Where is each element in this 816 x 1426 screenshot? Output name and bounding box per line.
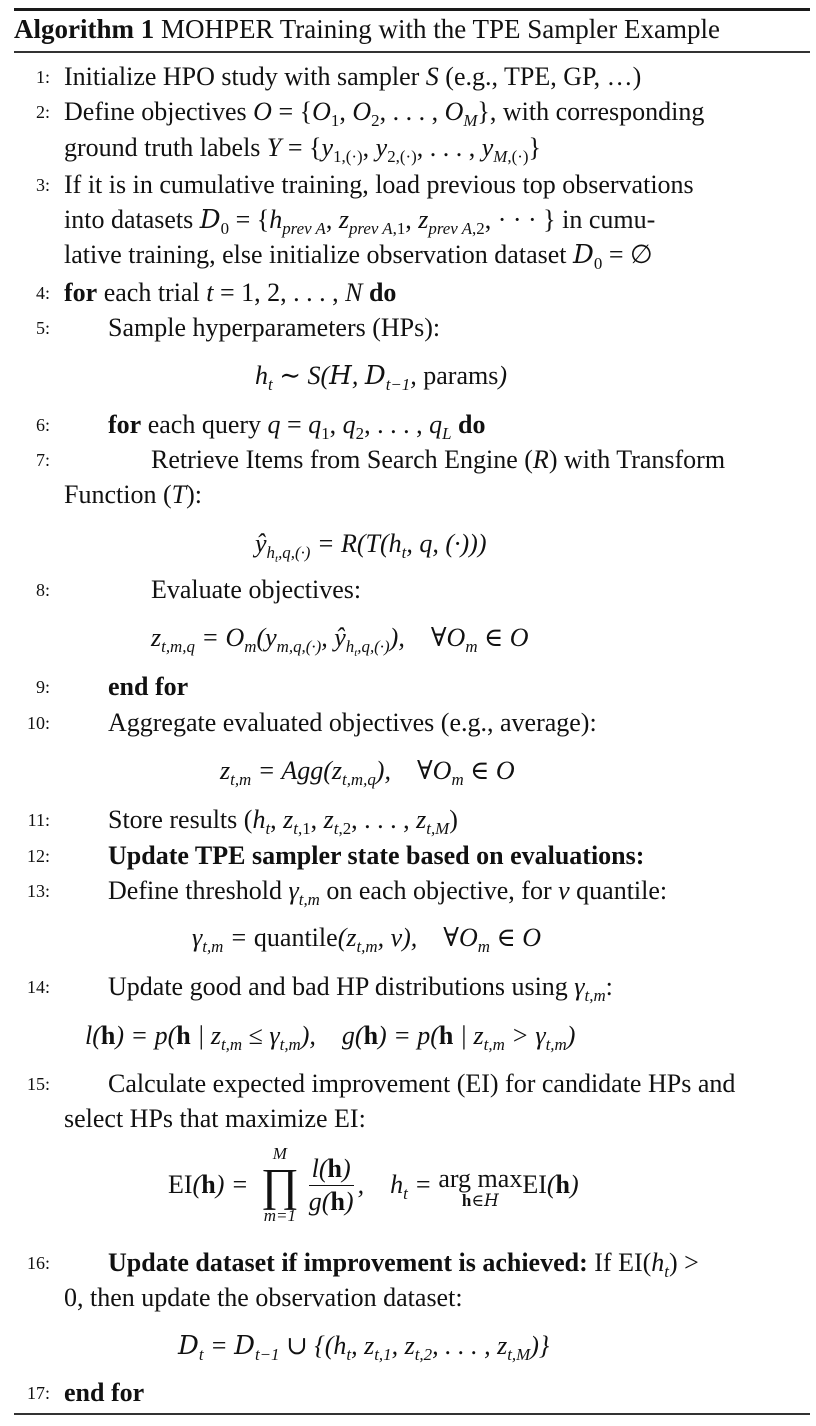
equation-sample-hp: $h_t$ ∼ S(H, $D_{t-1}$, params)	[255, 361, 508, 394]
algo-line-16: Update dataset if improvement is achieved: If $EI(h_t)$ >	[108, 1248, 699, 1281]
equation-expected-improvement: EI(h) = M ∏ m=1 $\frac{l(h)}{g(h)}$ , $h_t$ = arg max h∈H EI(h)	[168, 1144, 579, 1225]
caption-rule	[14, 51, 810, 53]
algo-line-3-cont: into datasets $D_0 = \{h_{prev A}$, $z_{prev A,1}$, $z_{prev A,2}$, · · · } in cumu-	[64, 205, 656, 238]
line-number: 4:	[35, 283, 50, 303]
line-number: 11:	[27, 810, 50, 830]
algo-line-2: Define objectives $O = \{O_1$, $O_2$, . . . , $O_M$}, with corresponding	[64, 97, 705, 130]
algo-line-13: Define threshold $\gamma_{t,m}$ on each objective, for v quantile:	[108, 876, 668, 909]
algo-line-7: Retrieve Items from Search Engine (R) with Transform	[151, 445, 726, 474]
algo-line-15: Calculate expected improvement (EI) for candidate HPs and	[108, 1069, 736, 1098]
algo-line-7-cont: Function (T):	[64, 480, 202, 509]
equation-retrieve: $ŷ_{h_t,q,(\cdot)} = R(T(h_t$, q, (·)))	[255, 529, 487, 565]
line-number: 6:	[35, 415, 50, 435]
line-number: 15:	[26, 1074, 50, 1094]
line-number: 12:	[26, 846, 50, 866]
algo-line-5: Sample hyperparameters (HPs):	[108, 313, 441, 342]
algo-line-9: end for	[108, 672, 189, 701]
line-number: 1:	[35, 67, 50, 87]
line-number: 2:	[35, 102, 50, 122]
algorithm-title: MOHPER Training with the TPE Sampler Example	[160, 14, 720, 44]
algorithm-caption	[14, 14, 720, 45]
algo-line-17: end for	[64, 1378, 145, 1407]
argmax-operator: arg max h∈H	[438, 1164, 523, 1211]
algo-line-16-cont: 0, then update the observation dataset:	[64, 1283, 463, 1312]
line-number: 5:	[35, 318, 50, 338]
line-number: 10:	[26, 713, 50, 733]
line-number: 9:	[35, 677, 50, 697]
top-rule	[14, 8, 810, 11]
algo-line-2-cont: ground truth labels $Y = \{y_{1,(\cdot)}$, $y_{2,(\cdot)}$, . . . , $y_{M,(\cdot)}$}	[64, 133, 541, 166]
line-number: 8:	[35, 580, 50, 600]
algo-line-3: If it is in cumulative training, load previous top observations	[64, 170, 694, 199]
algo-line-10: Aggregate evaluated objectives (e.g., average):	[108, 708, 597, 737]
line-number: 17:	[26, 1383, 50, 1403]
fraction: $\frac{l(h)}{g(h)}$	[308, 1153, 354, 1216]
equation-distributions: l(h) = p(h | $z_{t,m} \le \gamma_{t,m}$), g(h) = p(h | $z_{t,m} > \gamma_{t,m}$)	[85, 1021, 576, 1054]
algo-line-8: Evaluate objectives:	[151, 575, 362, 604]
equation-threshold: $\gamma_{t,m}$ = $quantile(z_{t,m}$, v), $\forall O_m$ ∈ O	[192, 923, 542, 956]
equation-update-dataset: $D_t = D_{t-1}$ ∪ {($h_t$, $z_{t,1}$, $z_{t,2}$, . . . , $z_{t,M}$)}	[178, 1331, 550, 1364]
algo-line-1: Initialize HPO study with sampler S (e.g., TPE, GP, …)	[64, 62, 642, 91]
bottom-rule	[14, 1413, 810, 1415]
line-number: 3:	[35, 175, 50, 195]
algo-line-4: for each trial t = 1, 2, . . . , N do	[64, 278, 397, 307]
algo-line-15-cont: select HPs that maximize EI:	[64, 1104, 366, 1133]
line-number: 13:	[26, 881, 50, 901]
algo-line-6: for each query $q = q_1$, $q_2$, . . . , $q_L$ do	[108, 410, 486, 443]
algorithm-label: Algorithm 1	[14, 14, 155, 44]
algo-line-12: Update TPE sampler state based on evaluations:	[108, 841, 645, 870]
algo-line-3-cont2: lative training, else initialize observation dataset $D_0$ = ∅	[64, 240, 653, 273]
product-operator: M ∏ m=1	[260, 1144, 299, 1225]
equation-aggregate: $z_{t,m} = Agg(z_{t,m,q})$, $\forall O_m$ ∈ O	[220, 756, 515, 789]
line-number: 7:	[35, 450, 50, 470]
line-number: 14:	[26, 977, 50, 997]
line-number: 16:	[26, 1253, 50, 1273]
algo-line-11: Store results ($h_t$, $z_{t,1}$, $z_{t,2}$, . . . , $z_{t,M}$)	[108, 805, 458, 838]
equation-evaluate: $z_{t,m,q} = O_m(y_{m,q,(\cdot)}$, $ŷ_{h_t,q,(\cdot)}$), $\forall O_m$ ∈ O	[151, 623, 529, 659]
algo-line-14: Update good and bad HP distributions using $\gamma_{t,m}$:	[108, 972, 613, 1005]
